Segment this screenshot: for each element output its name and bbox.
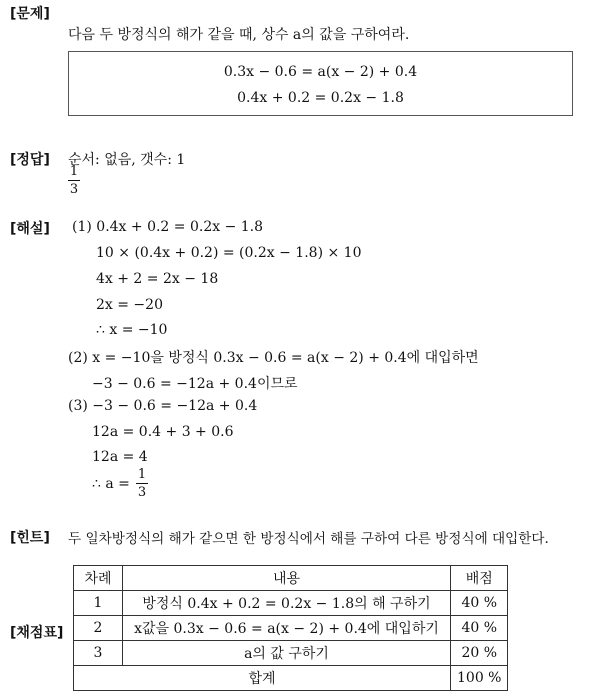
total-value: 100 % bbox=[451, 666, 508, 691]
answer-denominator: 3 bbox=[69, 182, 79, 197]
table-total-row bbox=[74, 666, 508, 691]
solution-line: 2x = −20 bbox=[96, 297, 163, 313]
solution-line: (3) −3 − 0.6 = −12a + 0.4 bbox=[68, 398, 258, 414]
table-row bbox=[74, 641, 508, 666]
final-fraction bbox=[136, 467, 148, 500]
cell-score: 40 % bbox=[451, 616, 508, 641]
header-content: 내용 bbox=[123, 566, 451, 591]
grading-table bbox=[73, 565, 508, 691]
solution-line: 10 × (0.4x + 0.2) = (0.2x − 1.8) × 10 bbox=[96, 245, 362, 261]
cell-content: 방정식 0.4x + 0.2 = 0.2x − 1.8의 해 구하기 bbox=[123, 591, 451, 616]
answer-text: 순서: 없음, 갯수: 1 bbox=[68, 152, 186, 168]
solution-line: 12a = 4 bbox=[92, 449, 148, 465]
solution-label: [해설] bbox=[10, 221, 50, 237]
solution-line: (2) x = −10을 방정식 0.3x − 0.6 = a(x − 2) + 0.4에 대입하면 bbox=[68, 350, 479, 366]
cell-order: 1 bbox=[74, 591, 123, 616]
cell-content: x값을 0.3x − 0.6 = a(x − 2) + 0.4에 대입하기 bbox=[123, 616, 451, 641]
table-row bbox=[74, 616, 508, 641]
solution-line: ∴ x = −10 bbox=[96, 322, 168, 338]
answer-numerator: 1 bbox=[69, 164, 79, 179]
solution-line: −3 − 0.6 = −12a + 0.4이므로 bbox=[92, 376, 298, 392]
header-score: 배점 bbox=[451, 566, 508, 591]
hint-label: [힌트] bbox=[10, 530, 50, 546]
answer-fraction bbox=[68, 164, 80, 197]
solution-line: ∴ a = bbox=[92, 476, 130, 492]
cell-score: 40 % bbox=[451, 591, 508, 616]
answer-label: [정답] bbox=[10, 152, 50, 168]
cell-content: a의 값 구하기 bbox=[123, 641, 451, 666]
cell-order: 2 bbox=[74, 616, 123, 641]
problem-text: 다음 두 방정식의 해가 같을 때, 상수 a의 값을 구하여라. bbox=[68, 27, 410, 43]
table-header-row bbox=[74, 566, 508, 591]
grading-label: [채점표] bbox=[10, 625, 64, 641]
header-order: 차례 bbox=[74, 566, 123, 591]
cell-order: 3 bbox=[74, 641, 123, 666]
final-denominator: 3 bbox=[137, 485, 147, 500]
solution-line: 12a = 0.4 + 3 + 0.6 bbox=[92, 424, 234, 440]
final-numerator: 1 bbox=[137, 467, 147, 482]
solution-line: 4x + 2 = 2x − 18 bbox=[96, 271, 219, 287]
cell-score: 20 % bbox=[451, 641, 508, 666]
equation-1: 0.3x − 0.6 = a(x − 2) + 0.4 bbox=[223, 64, 418, 80]
table-row bbox=[74, 591, 508, 616]
equation-2: 0.4x + 0.2 = 0.2x − 1.8 bbox=[237, 90, 404, 106]
total-label: 합계 bbox=[74, 666, 451, 691]
equation-box bbox=[68, 51, 573, 116]
hint-text: 두 일차방정식의 해가 같으면 한 방정식에서 해를 구하여 다른 방정식에 대입한다. bbox=[68, 531, 549, 547]
solution-line: (1) 0.4x + 0.2 = 0.2x − 1.8 bbox=[72, 219, 264, 235]
problem-label: [문제] bbox=[10, 6, 50, 22]
